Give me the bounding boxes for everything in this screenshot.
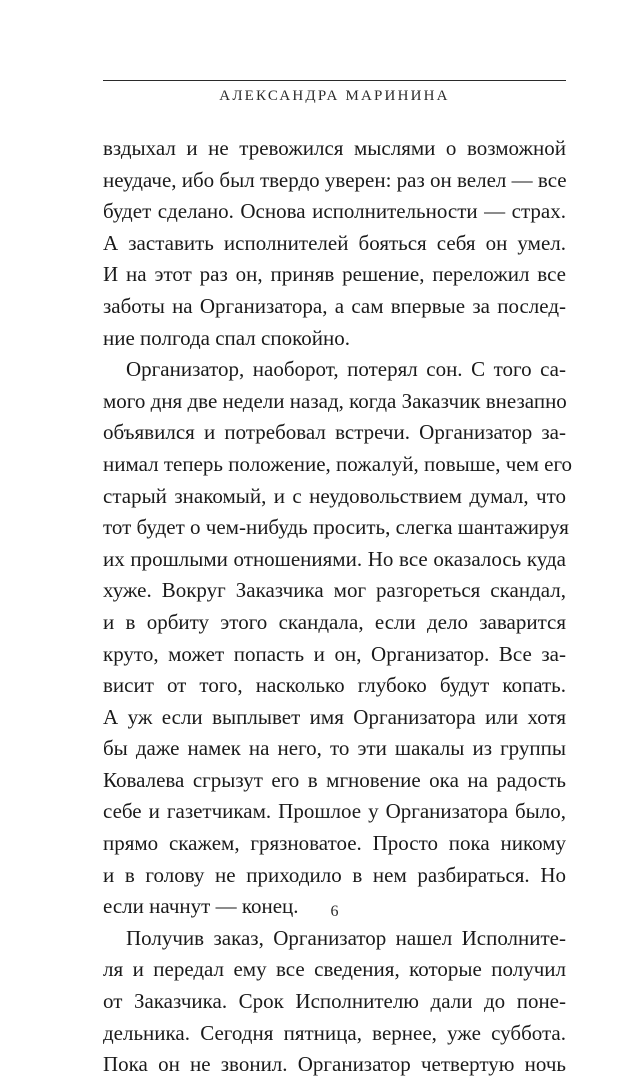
text-line: себе и газетчикам. Прошлое у Организатора было, [103, 799, 566, 824]
text-line: и в орбиту этого скандала, если дело заварится [103, 609, 566, 634]
text-line: тот будет о чем-нибудь просить, слегка шантажируя [103, 515, 569, 540]
text-line: прямо скажем, грязноватое. Просто пока никому [103, 831, 566, 856]
paragraph-first-line: Организатор, наоборот, потерял сон. С того са- [126, 357, 566, 382]
text-line: неудаче, ибо был твердо уверен: раз он велел — все [103, 167, 567, 192]
text-line: вздыхал и не тревожился мыслями о возможной [103, 136, 566, 160]
text-line: А заставить исполнителей бояться себя он умел. [103, 230, 566, 255]
running-head: АЛЕКСАНДРА МАРИНИНА [219, 88, 450, 104]
header-rule [103, 80, 566, 81]
text-line: висит от того, насколько глубоко будут копать. [103, 673, 566, 698]
text-line: их прошлыми отношениями. Но все оказалось куда [103, 546, 566, 571]
text-line: нимал теперь положение, пожалуй, повыше, чем его [103, 451, 573, 476]
text-line: бы даже намек на него, то эти шакалы из группы [103, 736, 566, 761]
text-line: объявился и потребовал встречи. Организатор за- [103, 420, 566, 445]
text-line: Пока он не звонил. Организатор четвертую ночь [103, 1052, 566, 1077]
text-line: хуже. Вокруг Заказчика мог разгореться скандал, [103, 578, 566, 603]
text-line: дельника. Сегодня пятница, вернее, уже суббота. [103, 1020, 566, 1045]
text-line: круто, может попасть и он, Организатор. Все за- [103, 641, 566, 666]
text-line: ние полгода спал спокойно. [103, 325, 350, 350]
text-line: Ковалева сгрызут его в мгновение ока на радость [103, 767, 566, 792]
text-line: мого дня две недели назад, когда Заказчик внезапно [103, 388, 567, 413]
text-line: и в голову не приходило в нем разбираться. Но [103, 862, 566, 887]
paragraph-first-line: Получив заказ, Организатор нашел Исполните- [126, 925, 566, 950]
page-number: 6 [330, 903, 339, 920]
text-line: старый знакомый, и с неудовольствием думал, что [103, 483, 566, 508]
text-line: А уж если выплывет имя Организатора или хотя [103, 704, 566, 729]
text-line: ля и передал ему все сведения, которые получил [103, 957, 566, 982]
text-line: от Заказчика. Срок Исполнителю дали до поне- [103, 989, 566, 1014]
text-line: И на этот раз он, приняв решение, переложил все [103, 262, 566, 287]
body-text [103, 133, 573, 1081]
text-line: будет сделано. Основа исполнительности — страх. [103, 199, 566, 224]
text-line: заботы на Организатора, а сам впервые за послед- [103, 293, 566, 318]
text-line: если начнут — конец. [103, 894, 299, 919]
